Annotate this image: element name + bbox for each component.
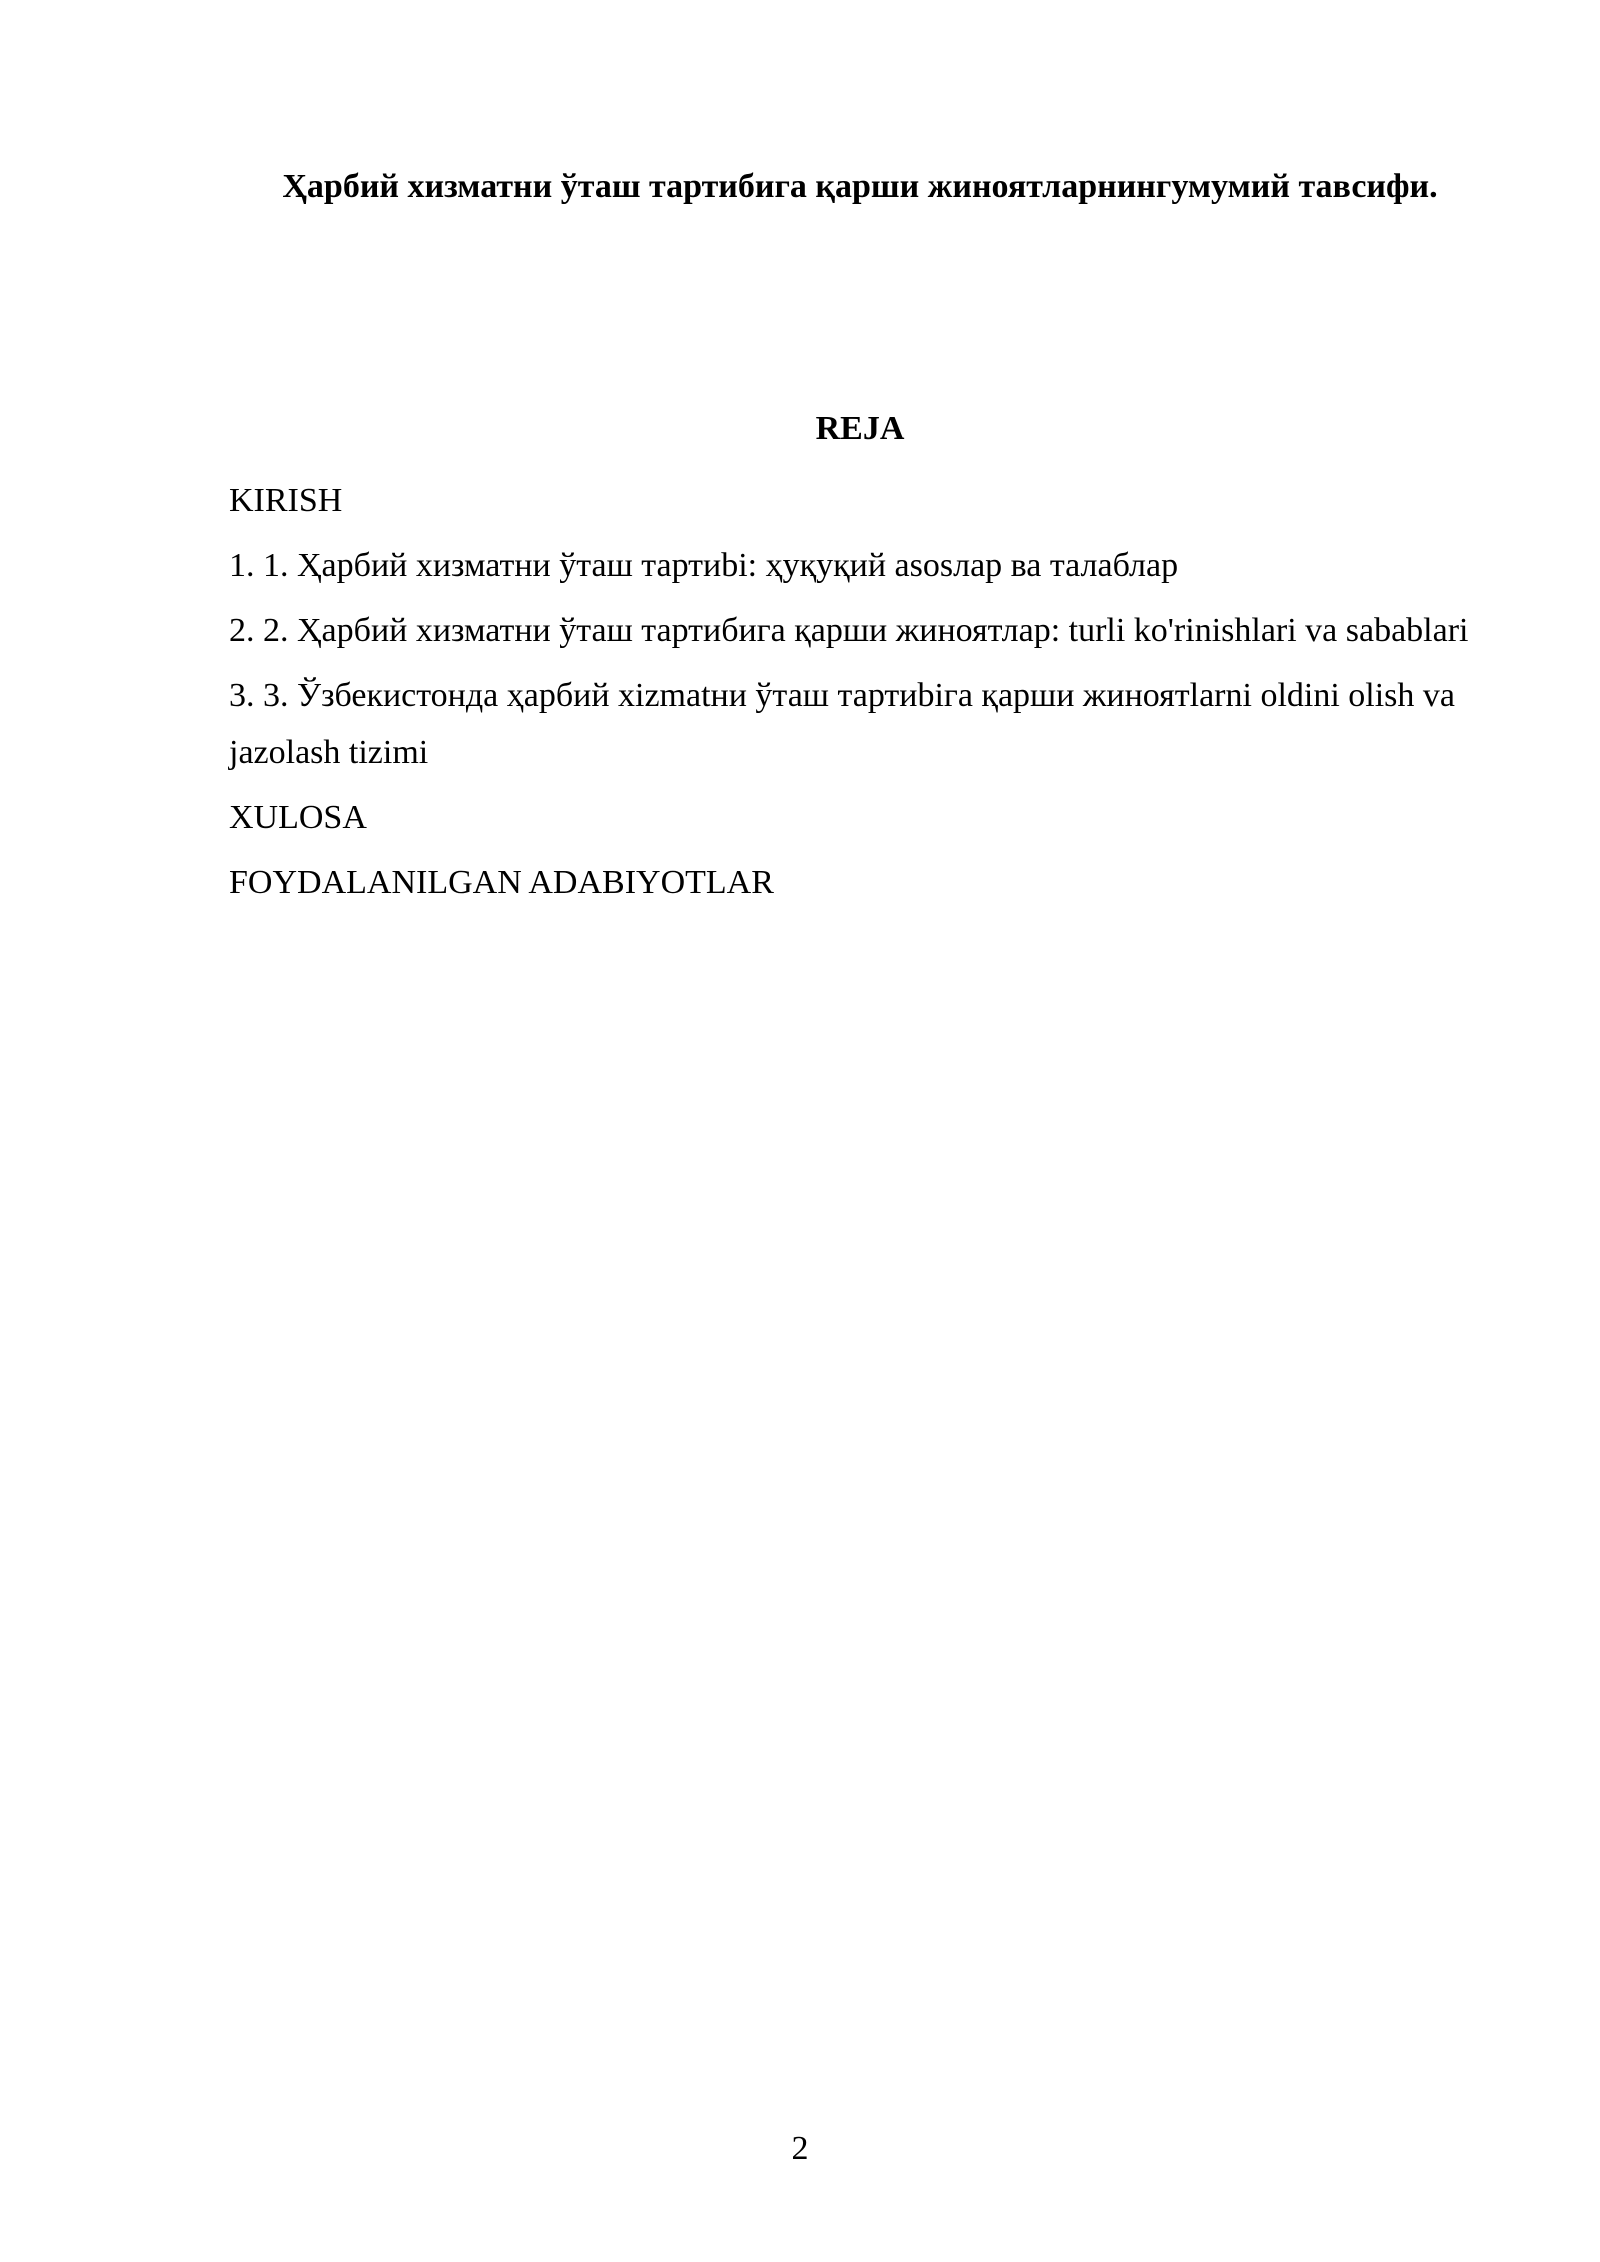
toc-item-chapter-2: 2. 2. Ҳарбий хизматни ўташ тартибига қарши жиноятлар: turli ko'rinishlari va sabablari [229, 612, 1469, 649]
toc-item-introduction: KIRISH [229, 482, 343, 519]
document-title: Ҳарбий хизматни ўташ тартибига қарши жиноятларнингумумий тавсифи. [282, 168, 1438, 205]
toc-item-chapter-1: 1. 1. Ҳарбий хизматни ўташ тартиbi: ҳуқуқий asosлар ва талаблар [229, 547, 1179, 584]
plan-heading: REJA [815, 410, 905, 447]
toc-item-references: FOYDALANILGAN ADABIYOTLAR [229, 864, 774, 901]
table-of-contents [229, 472, 1491, 919]
page-number: 2 [791, 2130, 809, 2167]
toc-item-conclusion: XULOSA [229, 799, 367, 836]
toc-item-chapter-3: 3. 3. Ўзбекистонда ҳарбий xizmatни ўташ тартиbiга қарши жиноятlarni oldini olish va jazolash tizimi [229, 677, 1456, 771]
